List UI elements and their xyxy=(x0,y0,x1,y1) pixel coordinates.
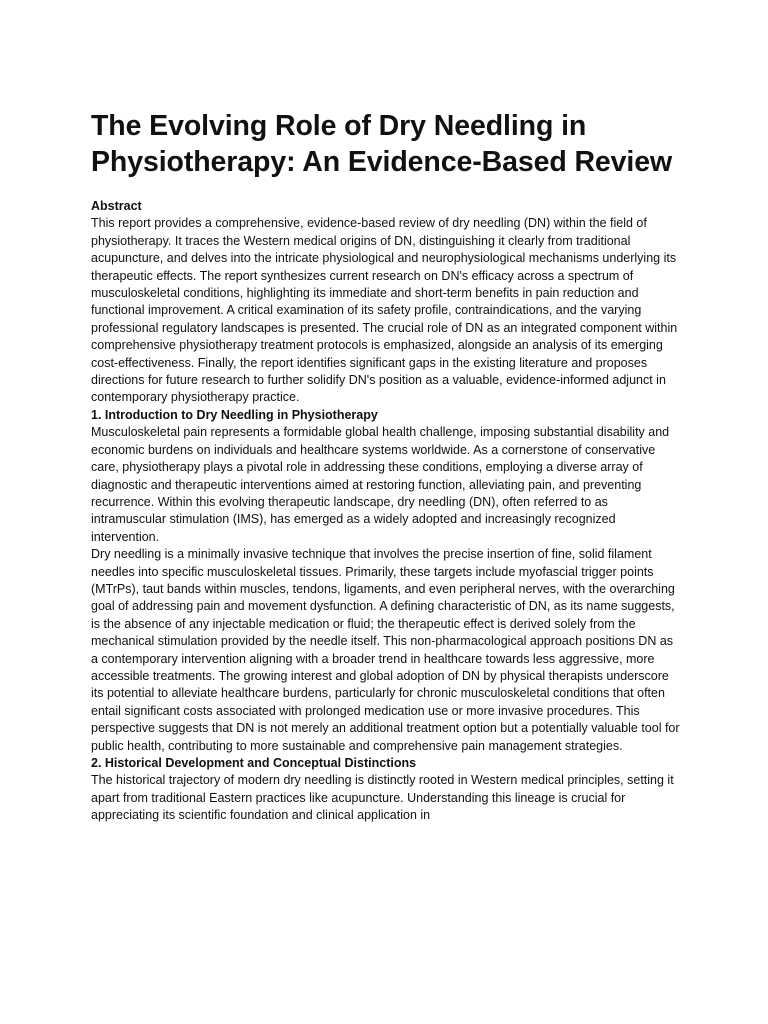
section-heading: 1. Introduction to Dry Needling in Physiotherapy xyxy=(91,407,378,422)
paragraph: Musculoskeletal pain represents a formidable global health challenge, imposing substantial disability and economic burdens on individuals and healthcare systems worldwide. As a cornerstone of conservative care, physiotherapy plays a pivotal role in addressing these conditions, employing a diverse array of diagnostic and therapeutic interventions aimed at restoring function, alleviating pain, and preventing recurrence. Within this evolving therapeutic landscape, dry needling (DN), often referred to as intramuscular stimulation (IMS), has emerged as a widely adopted and increasingly recognized intervention. xyxy=(91,425,670,544)
paragraph: The historical trajectory of modern dry needling is distinctly rooted in Western medical principles, setting it apart from traditional Eastern practices like acupuncture. Understanding this lineage is crucial for appreciating its scientific foundation and clinical application in xyxy=(91,773,674,823)
document-page xyxy=(91,108,681,825)
abstract-text: This report provides a comprehensive, evidence-based review of dry needling (DN) within the field of physiotherapy. It traces the Western medical origins of DN, distinguishing it clearly from traditional acupuncture, and delves into the intricate physiological and neurophysiological mechanisms underlying its therapeutic effects. The report synthesizes current research on DN's efficacy across a spectrum of musculoskeletal conditions, highlighting its immediate and short-term benefits in pain reduction and functional improvement. A critical examination of its safety profile, contraindications, and the varying professional regulatory landscapes is presented. The crucial role of DN as an integrated component within comprehensive physiotherapy treatment protocols is emphasized, alongside an analysis of its emerging cost-effectiveness. Finally, the report identifies significant gaps in the existing literature and proposes directions for future research to further solidify DN's position as a valuable, evidence-informed adjunct in contemporary physiotherapy practice. xyxy=(91,216,678,405)
section-introduction xyxy=(91,407,681,755)
section-heading: 2. Historical Development and Conceptual Distinctions xyxy=(91,756,417,770)
section-historical-development xyxy=(91,755,681,825)
abstract-heading: Abstract xyxy=(91,199,142,213)
abstract-section xyxy=(91,198,681,407)
paragraph: Dry needling is a minimally invasive technique that involves the precise insertion of fine, solid filament needles into specific musculoskeletal tissues. Primarily, these targets include myofascial trigger points (MTrPs), taut bands within muscles, tendons, ligaments, and even peripheral nerves, with the overarching goal of addressing pain and movement dysfunction. A defining characteristic of DN, as its name suggests, is the absence of any injectable medication or fluid; the therapeutic effect is derived solely from the mechanical stimulation provided by the needle itself. This non-pharmacological approach positions DN as a contemporary intervention aligning with a broader trend in healthcare towards less aggressive, more accessible treatments. The growing interest and global adoption of DN by physical therapists underscore its potential to alleviate healthcare burdens, particularly for chronic musculoskeletal conditions that often entail significant costs associated with prolonged medication use or more invasive procedures. This perspective suggests that DN is not merely an additional treatment option but a potentially valuable tool for public health, contributing to more sustainable and comprehensive pain management strategies. xyxy=(91,547,680,753)
document-title: The Evolving Role of Dry Needling in Physiotherapy: An Evidence-Based Review xyxy=(91,110,673,178)
